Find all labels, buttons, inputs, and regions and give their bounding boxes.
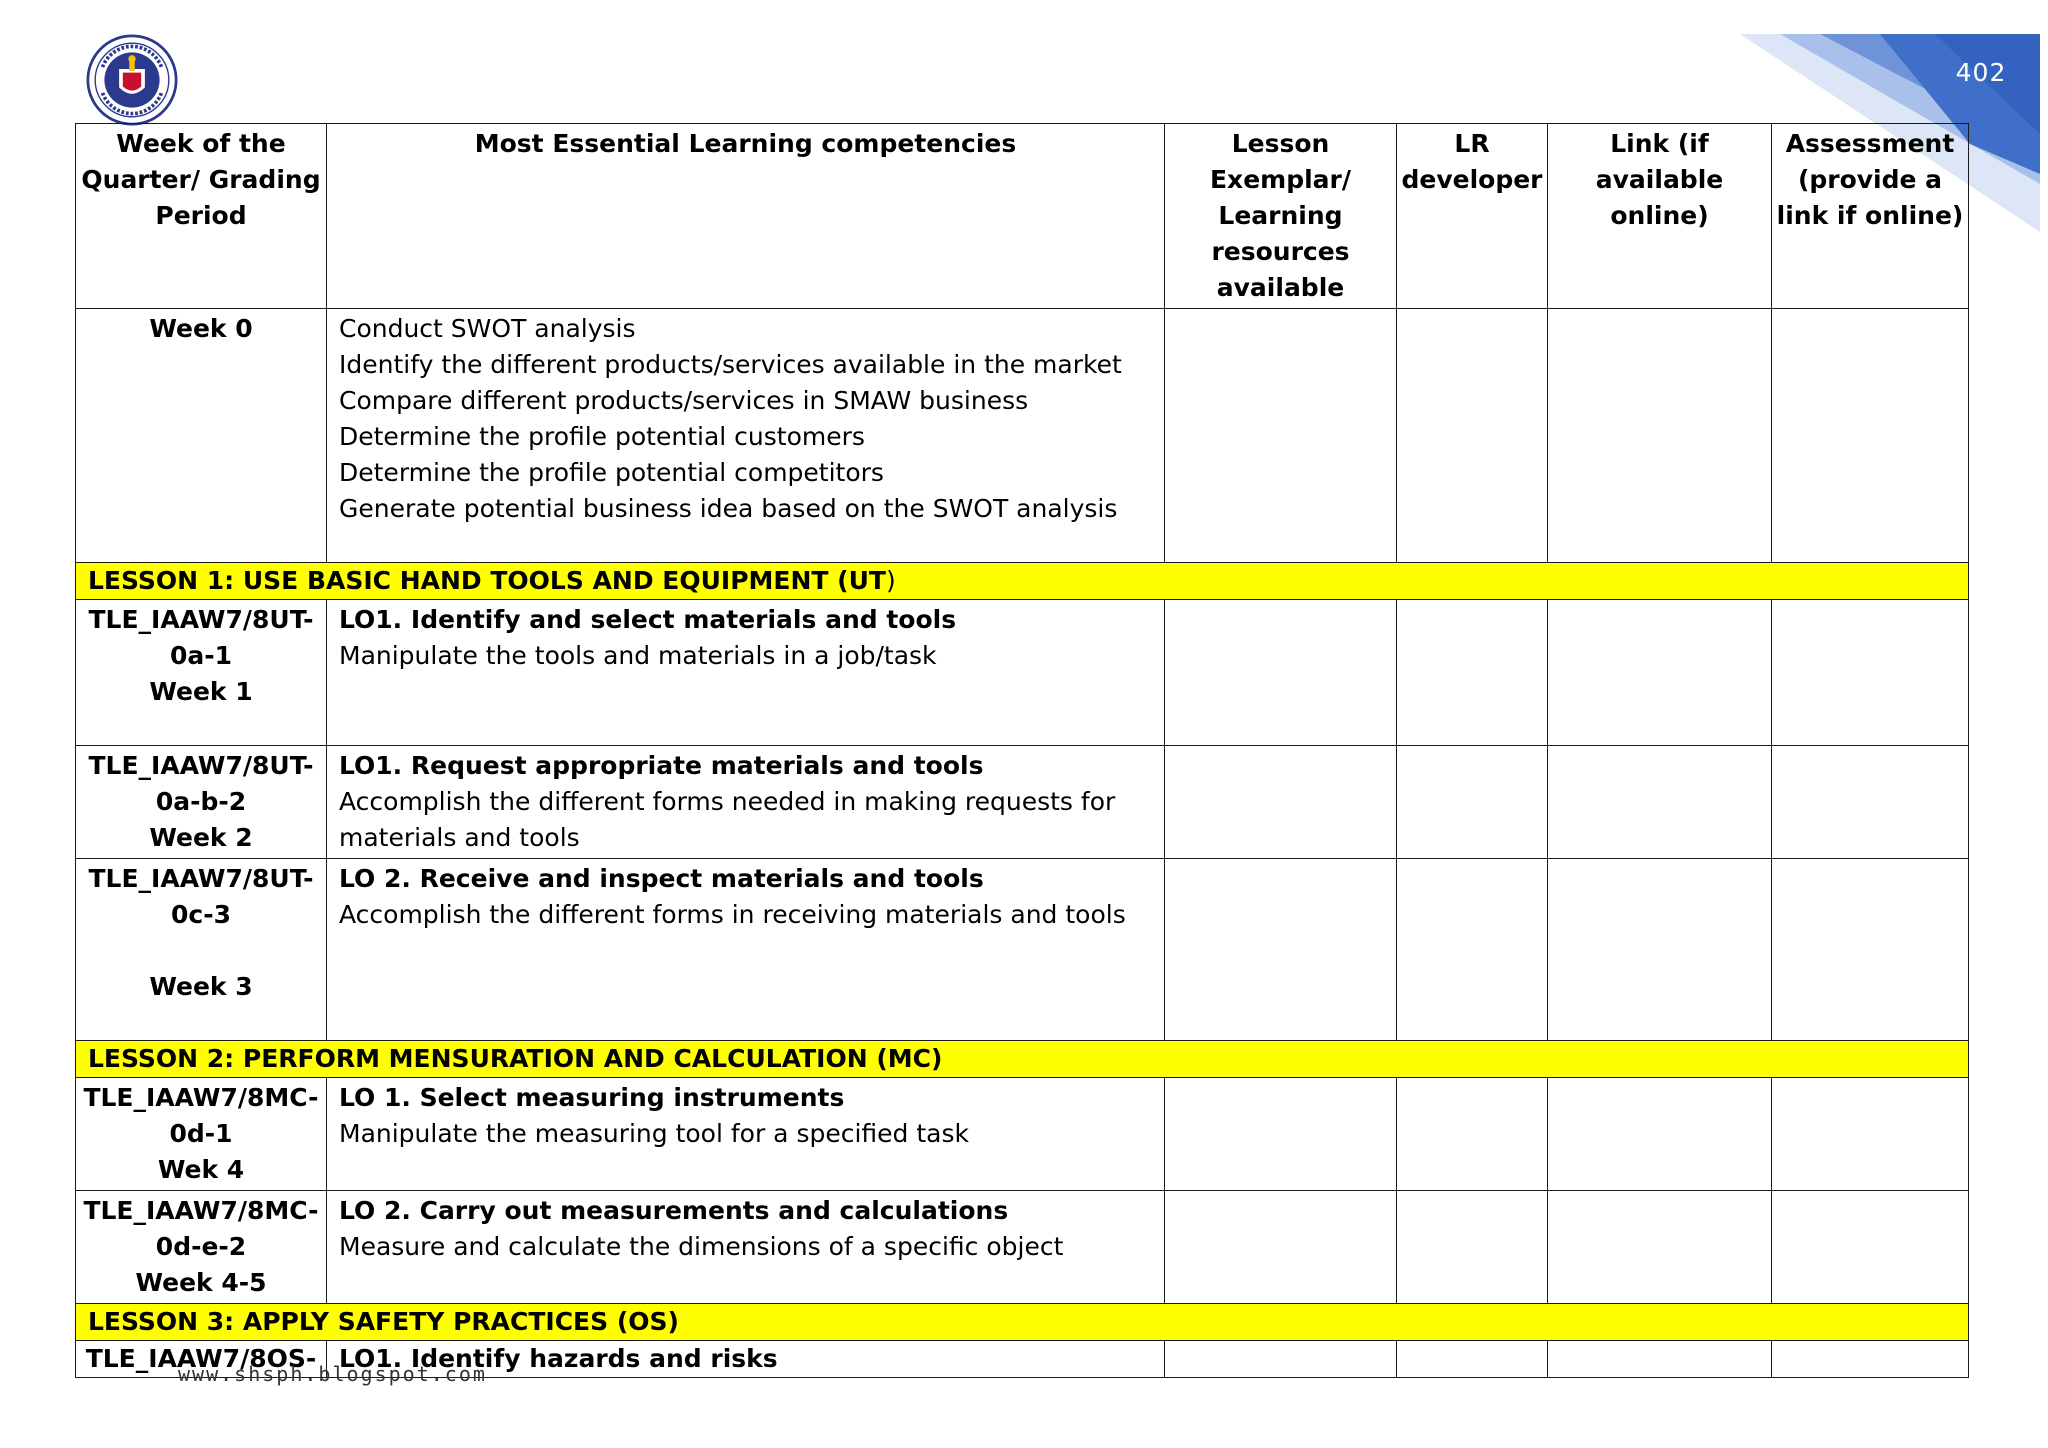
empty-cell: [1772, 1341, 1969, 1378]
competency-cell: LO1. Identify and select materials and tools Manipulate the tools and materials in a job/task: [327, 600, 1165, 746]
lesson-3-header: [76, 1304, 1969, 1341]
empty-cell: [1772, 309, 1969, 563]
melc-table: [75, 123, 1969, 1378]
competency-cell: Conduct SWOT analysis Identify the different products/services available in the market Compare different products/services in SMAW business Determine the profile potential customers Determine the profile potential competitors Generate potential business idea based on the SWOT analysis: [327, 309, 1165, 563]
table-row: [76, 1078, 1969, 1191]
competency-cell: LO 1. Select measuring instruments Manipulate the measuring tool for a specified task: [327, 1078, 1165, 1191]
empty-cell: [1548, 600, 1772, 746]
week-code-cell: TLE_IAAW7/8UT- 0c-3 Week 3: [76, 859, 327, 1041]
week-cell: Week 0: [76, 309, 327, 563]
header-lr-developer: LR developer: [1397, 124, 1548, 309]
empty-cell: [1397, 1078, 1548, 1191]
footer-website: www.shsph.blogspot.com: [178, 1362, 487, 1386]
week-code-cell: TLE_IAAW7/8MC- 0d-1 Wek 4: [76, 1078, 327, 1191]
lesson-title: LESSON 3: APPLY SAFETY PRACTICES (OS): [76, 1304, 1969, 1341]
table-header-row: [76, 124, 1969, 309]
competency-cell: LO 2. Receive and inspect materials and tools Accomplish the different forms in receiving materials and tools: [327, 859, 1165, 1041]
empty-cell: [1397, 309, 1548, 563]
competency-cell: LO1. Identify hazards and risks: [327, 1341, 1165, 1378]
empty-cell: [1548, 859, 1772, 1041]
competency-cell: LO 2. Carry out measurements and calculations Measure and calculate the dimensions of a specific object: [327, 1191, 1165, 1304]
empty-cell: [1772, 1191, 1969, 1304]
header-week: Week of the Quarter/ Grading Period: [76, 124, 327, 309]
empty-cell: [1165, 309, 1397, 563]
empty-cell: [1772, 1078, 1969, 1191]
empty-cell: [1397, 1341, 1548, 1378]
week-code-cell: TLE_IAAW7/8OS-: [76, 1341, 327, 1378]
table-row-week0: [76, 309, 1969, 563]
empty-cell: [1548, 1191, 1772, 1304]
header-lesson-exemplar: Lesson Exemplar/ Learning resources available: [1165, 124, 1397, 309]
empty-cell: [1165, 1341, 1397, 1378]
competency-cell: LO1. Request appropriate materials and tools Accomplish the different forms needed in making requests for materials and tools: [327, 746, 1165, 859]
lesson-2-header: [76, 1041, 1969, 1078]
week-code-cell: TLE_IAAW7/8UT- 0a-b-2 Week 2: [76, 746, 327, 859]
empty-cell: [1772, 746, 1969, 859]
empty-cell: [1165, 1078, 1397, 1191]
header-link: Link (if available online): [1548, 124, 1772, 309]
page-number: 402: [1955, 58, 2007, 87]
empty-cell: [1397, 859, 1548, 1041]
empty-cell: [1165, 600, 1397, 746]
table-row: [76, 600, 1969, 746]
empty-cell: [1548, 309, 1772, 563]
table-row: [76, 859, 1969, 1041]
empty-cell: [1397, 746, 1548, 859]
empty-cell: [1548, 1078, 1772, 1191]
empty-cell: [1548, 1341, 1772, 1378]
header-assessment: Assessment (provide a link if online): [1772, 124, 1969, 309]
empty-cell: [1397, 1191, 1548, 1304]
empty-cell: [1397, 600, 1548, 746]
empty-cell: [1165, 1191, 1397, 1304]
lesson-title: LESSON 2: PERFORM MENSURATION AND CALCULATION (MC): [76, 1041, 1969, 1078]
empty-cell: [1772, 859, 1969, 1041]
lesson-1-header: [76, 563, 1969, 600]
header-competencies: Most Essential Learning competencies: [327, 124, 1165, 309]
empty-cell: [1548, 746, 1772, 859]
week-code-cell: TLE_IAAW7/8UT- 0a-1 Week 1: [76, 600, 327, 746]
table-row: [76, 1191, 1969, 1304]
week-code-cell: TLE_IAAW7/8MC- 0d-e-2 Week 4-5: [76, 1191, 327, 1304]
table-row: [76, 746, 1969, 859]
deped-seal-logo: [86, 34, 178, 126]
empty-cell: [1772, 600, 1969, 746]
empty-cell: [1165, 746, 1397, 859]
lesson-title: LESSON 1: USE BASIC HAND TOOLS AND EQUIPMENT (UT): [76, 563, 1969, 600]
empty-cell: [1165, 859, 1397, 1041]
